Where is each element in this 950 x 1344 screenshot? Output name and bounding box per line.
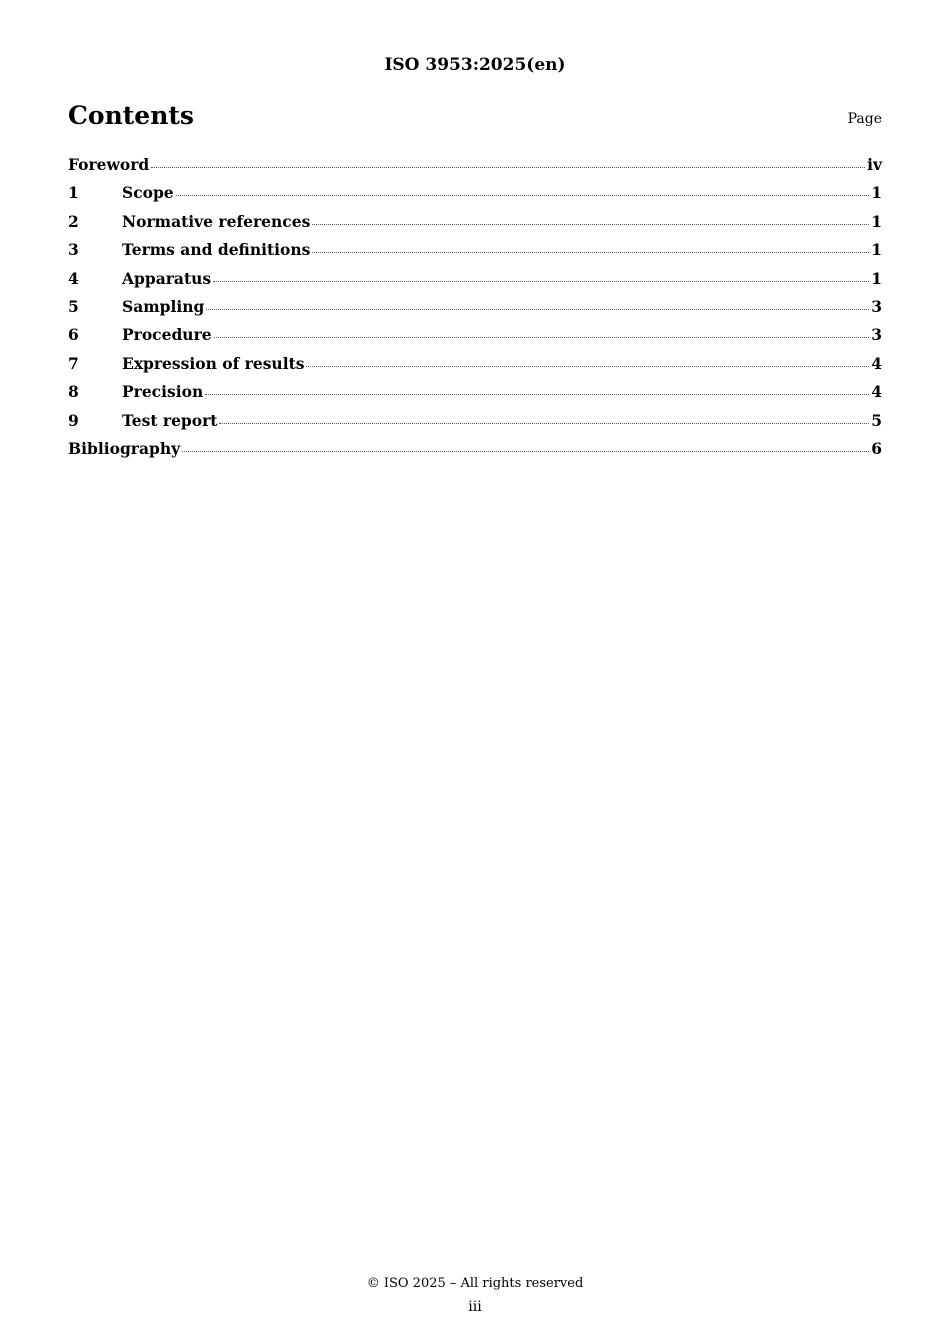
- toc-entry-terms-and-definitions[interactable]: [68, 236, 882, 264]
- toc-dot-leader: [214, 337, 870, 338]
- toc-entry-number: 5: [68, 296, 79, 316]
- toc-entry-page: 4: [871, 353, 882, 373]
- toc-entry-number: 7: [68, 353, 79, 373]
- toc-entry-title: Expression of results: [122, 353, 305, 373]
- toc-dot-leader: [219, 423, 869, 424]
- toc-dot-leader: [213, 281, 869, 282]
- toc-dot-leader: [151, 167, 865, 168]
- toc-entry-precision[interactable]: [68, 378, 882, 406]
- toc-entry-page: 4: [871, 382, 882, 402]
- copyright-notice: © ISO 2025 – All rights reserved: [366, 1276, 584, 1291]
- toc-entry-title: Sampling: [122, 296, 205, 316]
- toc-entry-title: Terms and definitions: [122, 240, 311, 260]
- toc-dot-leader: [176, 195, 870, 196]
- toc-entry-page: 1: [871, 268, 882, 288]
- toc-entry-title: Bibliography: [68, 438, 181, 458]
- toc-dot-leader: [312, 224, 869, 225]
- toc-dot-leader: [312, 252, 869, 253]
- toc-entry-procedure[interactable]: [68, 321, 882, 349]
- toc-entry-number: 1: [68, 183, 79, 203]
- toc-entry-number: 8: [68, 382, 79, 402]
- toc-entry-title: Precision: [122, 382, 204, 402]
- toc-entry-expression-of-results[interactable]: [68, 350, 882, 378]
- table-of-contents: [68, 151, 882, 463]
- toc-entry-title: Normative references: [122, 211, 311, 231]
- contents-heading-row: [68, 100, 882, 134]
- toc-entry-title: Apparatus: [122, 268, 212, 288]
- toc-entry-test-report[interactable]: [68, 407, 882, 435]
- toc-dot-leader: [206, 309, 869, 310]
- toc-entry-sampling[interactable]: [68, 293, 882, 321]
- toc-entry-title: Test report: [122, 410, 218, 430]
- toc-entry-title: Procedure: [122, 325, 212, 345]
- document-id-header: ISO 3953:2025(en): [384, 55, 566, 75]
- toc-entry-number: 2: [68, 211, 79, 231]
- toc-entry-bibliography[interactable]: [68, 435, 882, 463]
- toc-entry-page: 1: [871, 211, 882, 231]
- page-column-label: Page: [847, 111, 882, 127]
- toc-entry-page: 3: [871, 296, 882, 316]
- toc-entry-title: Foreword: [68, 155, 150, 174]
- toc-dot-leader: [182, 451, 869, 452]
- toc-entry-number: 4: [68, 268, 79, 288]
- toc-entry-page: 6: [871, 438, 882, 458]
- toc-entry-scope[interactable]: [68, 179, 882, 207]
- toc-entry-page: iv: [867, 155, 882, 174]
- toc-entry-page: 5: [871, 410, 882, 430]
- toc-dot-leader: [306, 366, 869, 367]
- toc-entry-number: 9: [68, 410, 79, 430]
- toc-entry-foreword[interactable]: [68, 151, 882, 179]
- toc-entry-number: 3: [68, 240, 79, 260]
- toc-entry-apparatus[interactable]: [68, 265, 882, 293]
- toc-entry-number: 6: [68, 325, 79, 345]
- toc-entry-page: 1: [871, 240, 882, 260]
- contents-title: Contents: [68, 101, 195, 130]
- toc-entry-title: Scope: [122, 183, 174, 203]
- page-number: iii: [468, 1299, 482, 1315]
- toc-entry-page: 3: [871, 325, 882, 345]
- toc-entry-normative-references[interactable]: [68, 208, 882, 236]
- toc-entry-page: 1: [871, 183, 882, 203]
- toc-dot-leader: [205, 394, 869, 395]
